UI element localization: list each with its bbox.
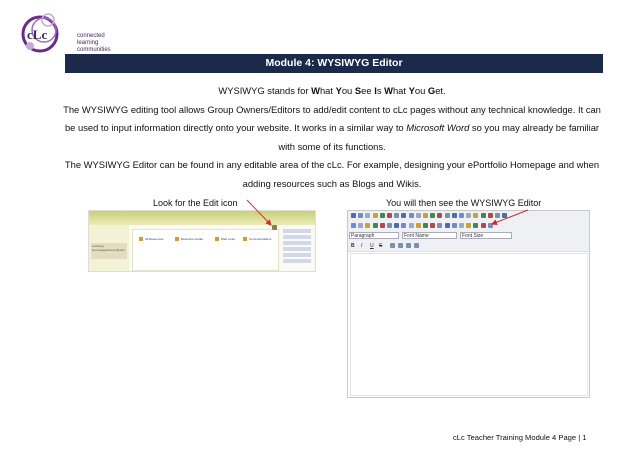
toolbar-button-icon[interactable] <box>358 213 363 218</box>
screenshot-right-column <box>281 227 313 271</box>
toolbar-button-icon[interactable] <box>380 213 385 218</box>
toolbar-button-icon[interactable] <box>481 223 486 228</box>
toolbar-button-icon[interactable] <box>459 223 464 228</box>
toolbar-button-icon[interactable] <box>488 213 493 218</box>
toolbar-button-icon[interactable] <box>466 223 471 228</box>
toolbar-button-icon[interactable] <box>387 223 392 228</box>
underline-button[interactable]: U <box>370 243 374 249</box>
toolbar-button-icon[interactable] <box>373 213 378 218</box>
screenshot-main-panel <box>132 229 279 271</box>
toolbar-button-icon[interactable] <box>473 223 478 228</box>
toolbar-button-icon[interactable] <box>430 223 435 228</box>
toolbar-button-icon[interactable] <box>495 213 500 218</box>
toolbar-button-icon[interactable] <box>409 223 414 228</box>
bold-button[interactable]: B <box>351 243 355 249</box>
caption-wysiwyg-editor: You will then see the WYSIWYG Editor <box>386 198 542 208</box>
edit-icon[interactable] <box>272 225 277 230</box>
toolbar-button-icon[interactable] <box>351 213 356 218</box>
align-left-icon[interactable] <box>390 243 395 248</box>
toolbar-button-icon[interactable] <box>394 223 399 228</box>
wysiwyg-editor-screenshot <box>347 210 590 398</box>
intro-text <box>62 82 602 194</box>
screenshot-tab: Web Links <box>215 236 235 243</box>
toolbar-button-icon[interactable] <box>473 213 478 218</box>
intro-paragraph-1: The WYSIWYG editing tool allows Group Owners/Editors to add/edit content to cLc pages without any technical knowledge. It can be used to input information directly onto your website. It works in a similar way to Microsoft Word so you may already be familiar with some of its functions. <box>63 103 601 152</box>
toolbar-button-icon[interactable] <box>445 213 450 218</box>
wysiwyg-definition: WYSIWYG stands for What You See Is What You Get. <box>218 85 446 96</box>
toolbar-button-icon[interactable] <box>387 213 392 218</box>
toolbar-button-icon[interactable] <box>423 223 428 228</box>
logo-wordmark: connected learning communities <box>77 33 111 53</box>
align-center-icon[interactable] <box>398 243 403 248</box>
toolbar-button-icon[interactable] <box>502 213 507 218</box>
caption-edit-icon: Look for the Edit icon <box>153 198 238 208</box>
screenshot-sidebox: Learning Homepage/Home Button <box>91 243 127 259</box>
editor-content-area[interactable] <box>350 253 588 396</box>
screenshot-left-column <box>89 225 129 271</box>
toolbar-button-icon[interactable] <box>452 213 457 218</box>
toolbar-button-icon[interactable] <box>430 213 435 218</box>
screenshot-header-bar <box>89 211 315 225</box>
page-footer: cLc Teacher Training Module 4 Page | 1 <box>453 433 587 442</box>
clc-logo <box>18 8 111 58</box>
font-name-select[interactable]: Font Name <box>402 232 457 239</box>
paragraph-select[interactable]: Paragraph <box>349 232 399 239</box>
align-right-icon[interactable] <box>406 243 411 248</box>
toolbar-button-icon[interactable] <box>423 213 428 218</box>
toolbar-button-icon[interactable] <box>488 223 493 228</box>
toolbar-button-icon[interactable] <box>358 223 363 228</box>
screenshot-tab: Resource Folder <box>175 236 203 243</box>
toolbar-button-icon[interactable] <box>452 223 457 228</box>
toolbar-button-icon[interactable] <box>481 213 486 218</box>
editor-style-row <box>348 241 589 252</box>
toolbar-button-icon[interactable] <box>416 213 421 218</box>
toolbar-button-icon[interactable] <box>409 213 414 218</box>
logo-mark-text: cLc <box>27 27 48 42</box>
module-title-banner: Module 4: WYSIWYG Editor <box>65 54 603 73</box>
intro-paragraph-2: The WYSIWYG Editor can be found in any editable area of the cLc. For example, designing your ePortfolio Homepage and when adding resources such as Blogs and Wikis. <box>64 159 600 189</box>
toolbar-button-icon[interactable] <box>351 223 356 228</box>
toolbar-button-icon[interactable] <box>401 223 406 228</box>
justify-icon[interactable] <box>414 243 419 248</box>
toolbar-button-icon[interactable] <box>437 213 442 218</box>
toolbar-button-icon[interactable] <box>445 223 450 228</box>
homepage-screenshot <box>88 210 316 272</box>
toolbar-button-icon[interactable] <box>380 223 385 228</box>
toolbar-button-icon[interactable] <box>416 223 421 228</box>
toolbar-button-icon[interactable] <box>437 223 442 228</box>
toolbar-button-icon[interactable] <box>459 213 464 218</box>
toolbar-button-icon[interactable] <box>466 213 471 218</box>
italic-button[interactable]: I <box>361 243 363 249</box>
toolbar-button-icon[interactable] <box>365 213 370 218</box>
strikethrough-button[interactable]: S <box>379 243 383 249</box>
font-size-select[interactable]: Font Size <box>460 232 512 239</box>
toolbar-button-icon[interactable] <box>401 213 406 218</box>
screenshot-tab: All Resources <box>139 236 164 243</box>
toolbar-button-icon[interactable] <box>373 223 378 228</box>
toolbar-button-icon[interactable] <box>365 223 370 228</box>
screenshot-tab: Communications <box>243 236 271 243</box>
toolbar-button-icon[interactable] <box>394 213 399 218</box>
